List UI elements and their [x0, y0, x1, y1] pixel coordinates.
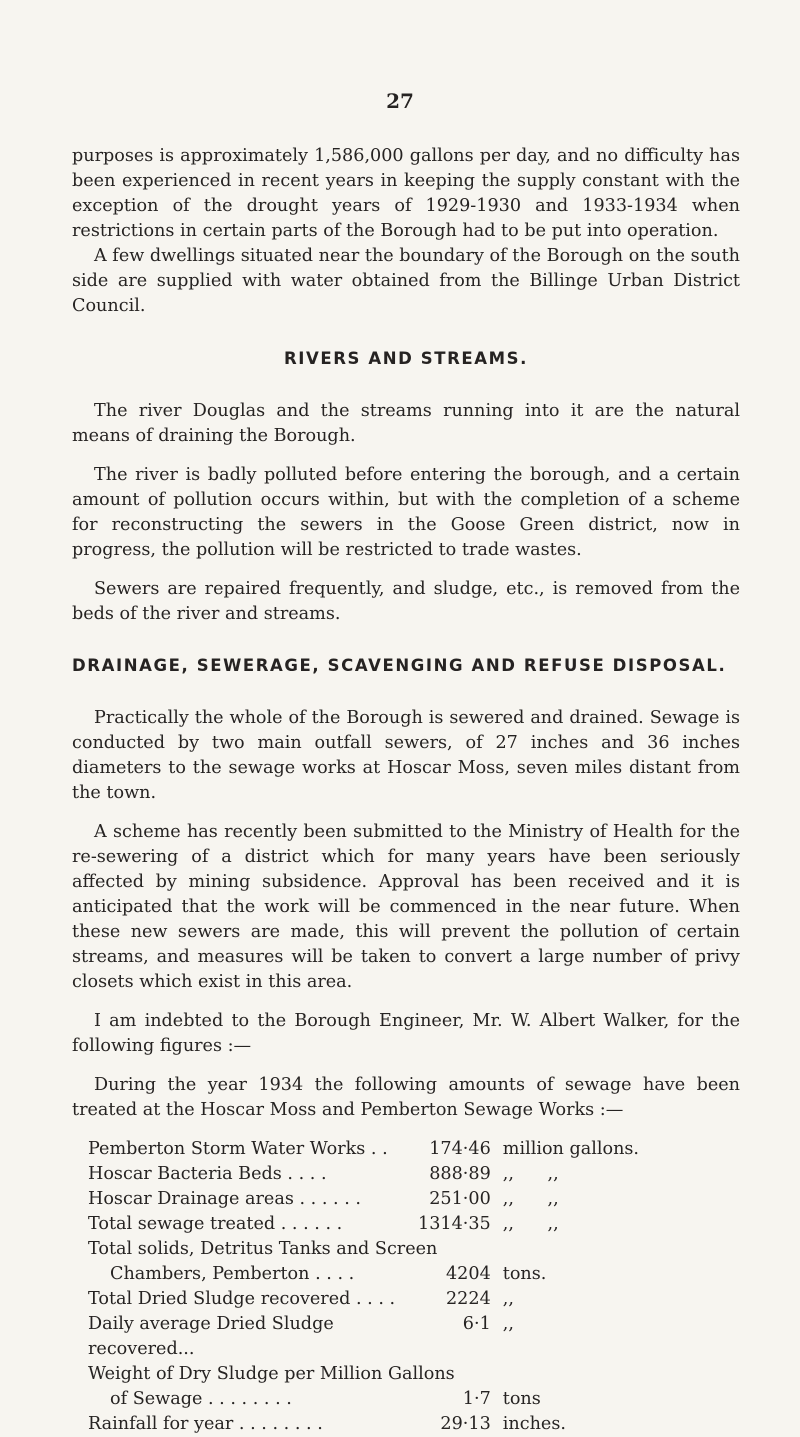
figure-label: Total sewage treated — [88, 1214, 276, 1234]
figure-value: 2224 — [445, 1289, 491, 1309]
figures-row — [88, 1362, 639, 1387]
figure-label: Daily average Dried Sludge recovered... — [88, 1314, 334, 1359]
figures-row — [88, 1287, 639, 1312]
figures-row — [88, 1212, 639, 1237]
figure-value: 174·46 — [429, 1139, 491, 1159]
rivers-heading: RIVERS AND STREAMS. — [283, 349, 529, 368]
drainage-paragraph-1: Practically the whole of the Borough is sewered and drained. Sewage is conducted by two main outfall sewers, of 27 inches and 36 inches diameters to the sewage works at Hoscar Moss, seven miles distant from the town. — [72, 708, 740, 803]
intro-paragraph-2: A few dwellings situated near the boundary of the Borough on the south side are supplied with water obtained from the Billinge Urban District Council. — [72, 246, 740, 316]
rivers-paragraph-3: Sewers are repaired frequently, and sludge, etc., is removed from the beds of the river and streams. — [72, 579, 740, 624]
drainage-paragraph-4: During the year 1934 the following amounts of sewage have been treated at the Hoscar Moss and Pemberton Sewage Works :— — [72, 1075, 740, 1120]
figure-unit: inches. — [502, 1414, 566, 1434]
figure-leader-dots: . . . . . . . . — [202, 1389, 292, 1409]
intro-paragraph-1: purposes is approximately 1,586,000 gallons per day, and no difficulty has been experienced in recent years in keeping the supply constant with the exception of the drought years of 1929-1930 and 1933-1934 when restrictions in certain parts of the Borough had to be put into operation. — [72, 146, 740, 241]
figure-label: Hoscar Bacteria Beds — [88, 1164, 282, 1184]
rivers-paragraph-1: The river Douglas and the streams running into it are the natural means of draining the Borough. — [72, 401, 740, 446]
figure-value: 888·89 — [429, 1164, 491, 1184]
figure-unit: ,, — [502, 1314, 514, 1334]
figures-row — [88, 1162, 639, 1187]
figures-row — [88, 1262, 639, 1287]
figure-leader-dots: . . . . . . — [275, 1214, 343, 1234]
figure-value: 6·1 — [462, 1314, 491, 1334]
figure-leader-dots: . . . . — [281, 1164, 327, 1184]
figure-value: 251·00 — [429, 1189, 491, 1209]
figure-unit: ,, — [502, 1289, 514, 1309]
figure-leader-dots: . . . . . . — [293, 1189, 361, 1209]
figure-label: Pemberton Storm Water Works — [88, 1139, 366, 1159]
sewage-figures-table — [88, 1137, 639, 1437]
figure-label: Hoscar Drainage areas — [88, 1189, 294, 1209]
page-body — [72, 144, 740, 1437]
figure-unit: tons. — [502, 1264, 547, 1284]
figure-label-continued: of Sewage — [110, 1389, 203, 1409]
figures-row — [88, 1312, 639, 1362]
figures-row — [88, 1387, 639, 1412]
figure-value: 29·13 — [440, 1414, 491, 1434]
figure-label: Total Dried Sludge recovered — [88, 1289, 351, 1309]
figure-label: Total solids, Detritus Tanks and Screen — [88, 1239, 438, 1259]
figures-row — [88, 1237, 639, 1262]
drainage-paragraph-2: A scheme has recently been submitted to the Ministry of Health for the re-sewering of a district which for many years have been seriously affected by mining subsidence. Approval has been received and it is anticipated that the work will be commenced in the near future. When these new sewers are made, this will prevent the pollution of certain streams, and measures will be taken to convert a large number of privy closets which exist in this area. — [72, 822, 740, 992]
figure-value: 1·7 — [462, 1389, 491, 1409]
figure-label: Weight of Dry Sludge per Million Gallons — [88, 1364, 455, 1384]
figure-leader-dots: . . . . — [309, 1264, 355, 1284]
figure-value: 4204 — [445, 1264, 491, 1284]
figure-unit: ,, ,, — [502, 1164, 559, 1184]
figure-label-continued: Chambers, Pemberton — [110, 1264, 310, 1284]
figure-leader-dots: . . . . — [350, 1289, 396, 1309]
figure-unit: ,, ,, — [502, 1189, 559, 1209]
figure-unit: ,, ,, — [502, 1214, 559, 1234]
drainage-heading: DRAINAGE, SEWERAGE, SCAVENGING AND REFUSE DISPOSAL. — [72, 656, 727, 675]
page-number: 27 — [386, 89, 414, 113]
figure-leader-dots: . . — [365, 1139, 388, 1159]
figures-row — [88, 1187, 639, 1212]
figures-row — [88, 1137, 639, 1162]
figure-value: 1314·35 — [418, 1214, 491, 1234]
figure-label: Rainfall for year — [88, 1414, 234, 1434]
figure-leader-dots: . . . . . . . . — [233, 1414, 323, 1434]
figure-unit: million gallons. — [502, 1139, 640, 1159]
rivers-paragraph-2: The river is badly polluted before entering the borough, and a certain amount of pollution occurs within, but with the completion of a scheme for reconstructing the sewers in the Goose Green district, now in progress, the pollution will be restricted to trade wastes. — [72, 465, 740, 560]
figures-row — [88, 1412, 639, 1437]
figure-unit: tons — [502, 1389, 541, 1409]
drainage-paragraph-3: I am indebted to the Borough Engineer, Mr. W. Albert Walker, for the following figures :— — [72, 1011, 740, 1056]
